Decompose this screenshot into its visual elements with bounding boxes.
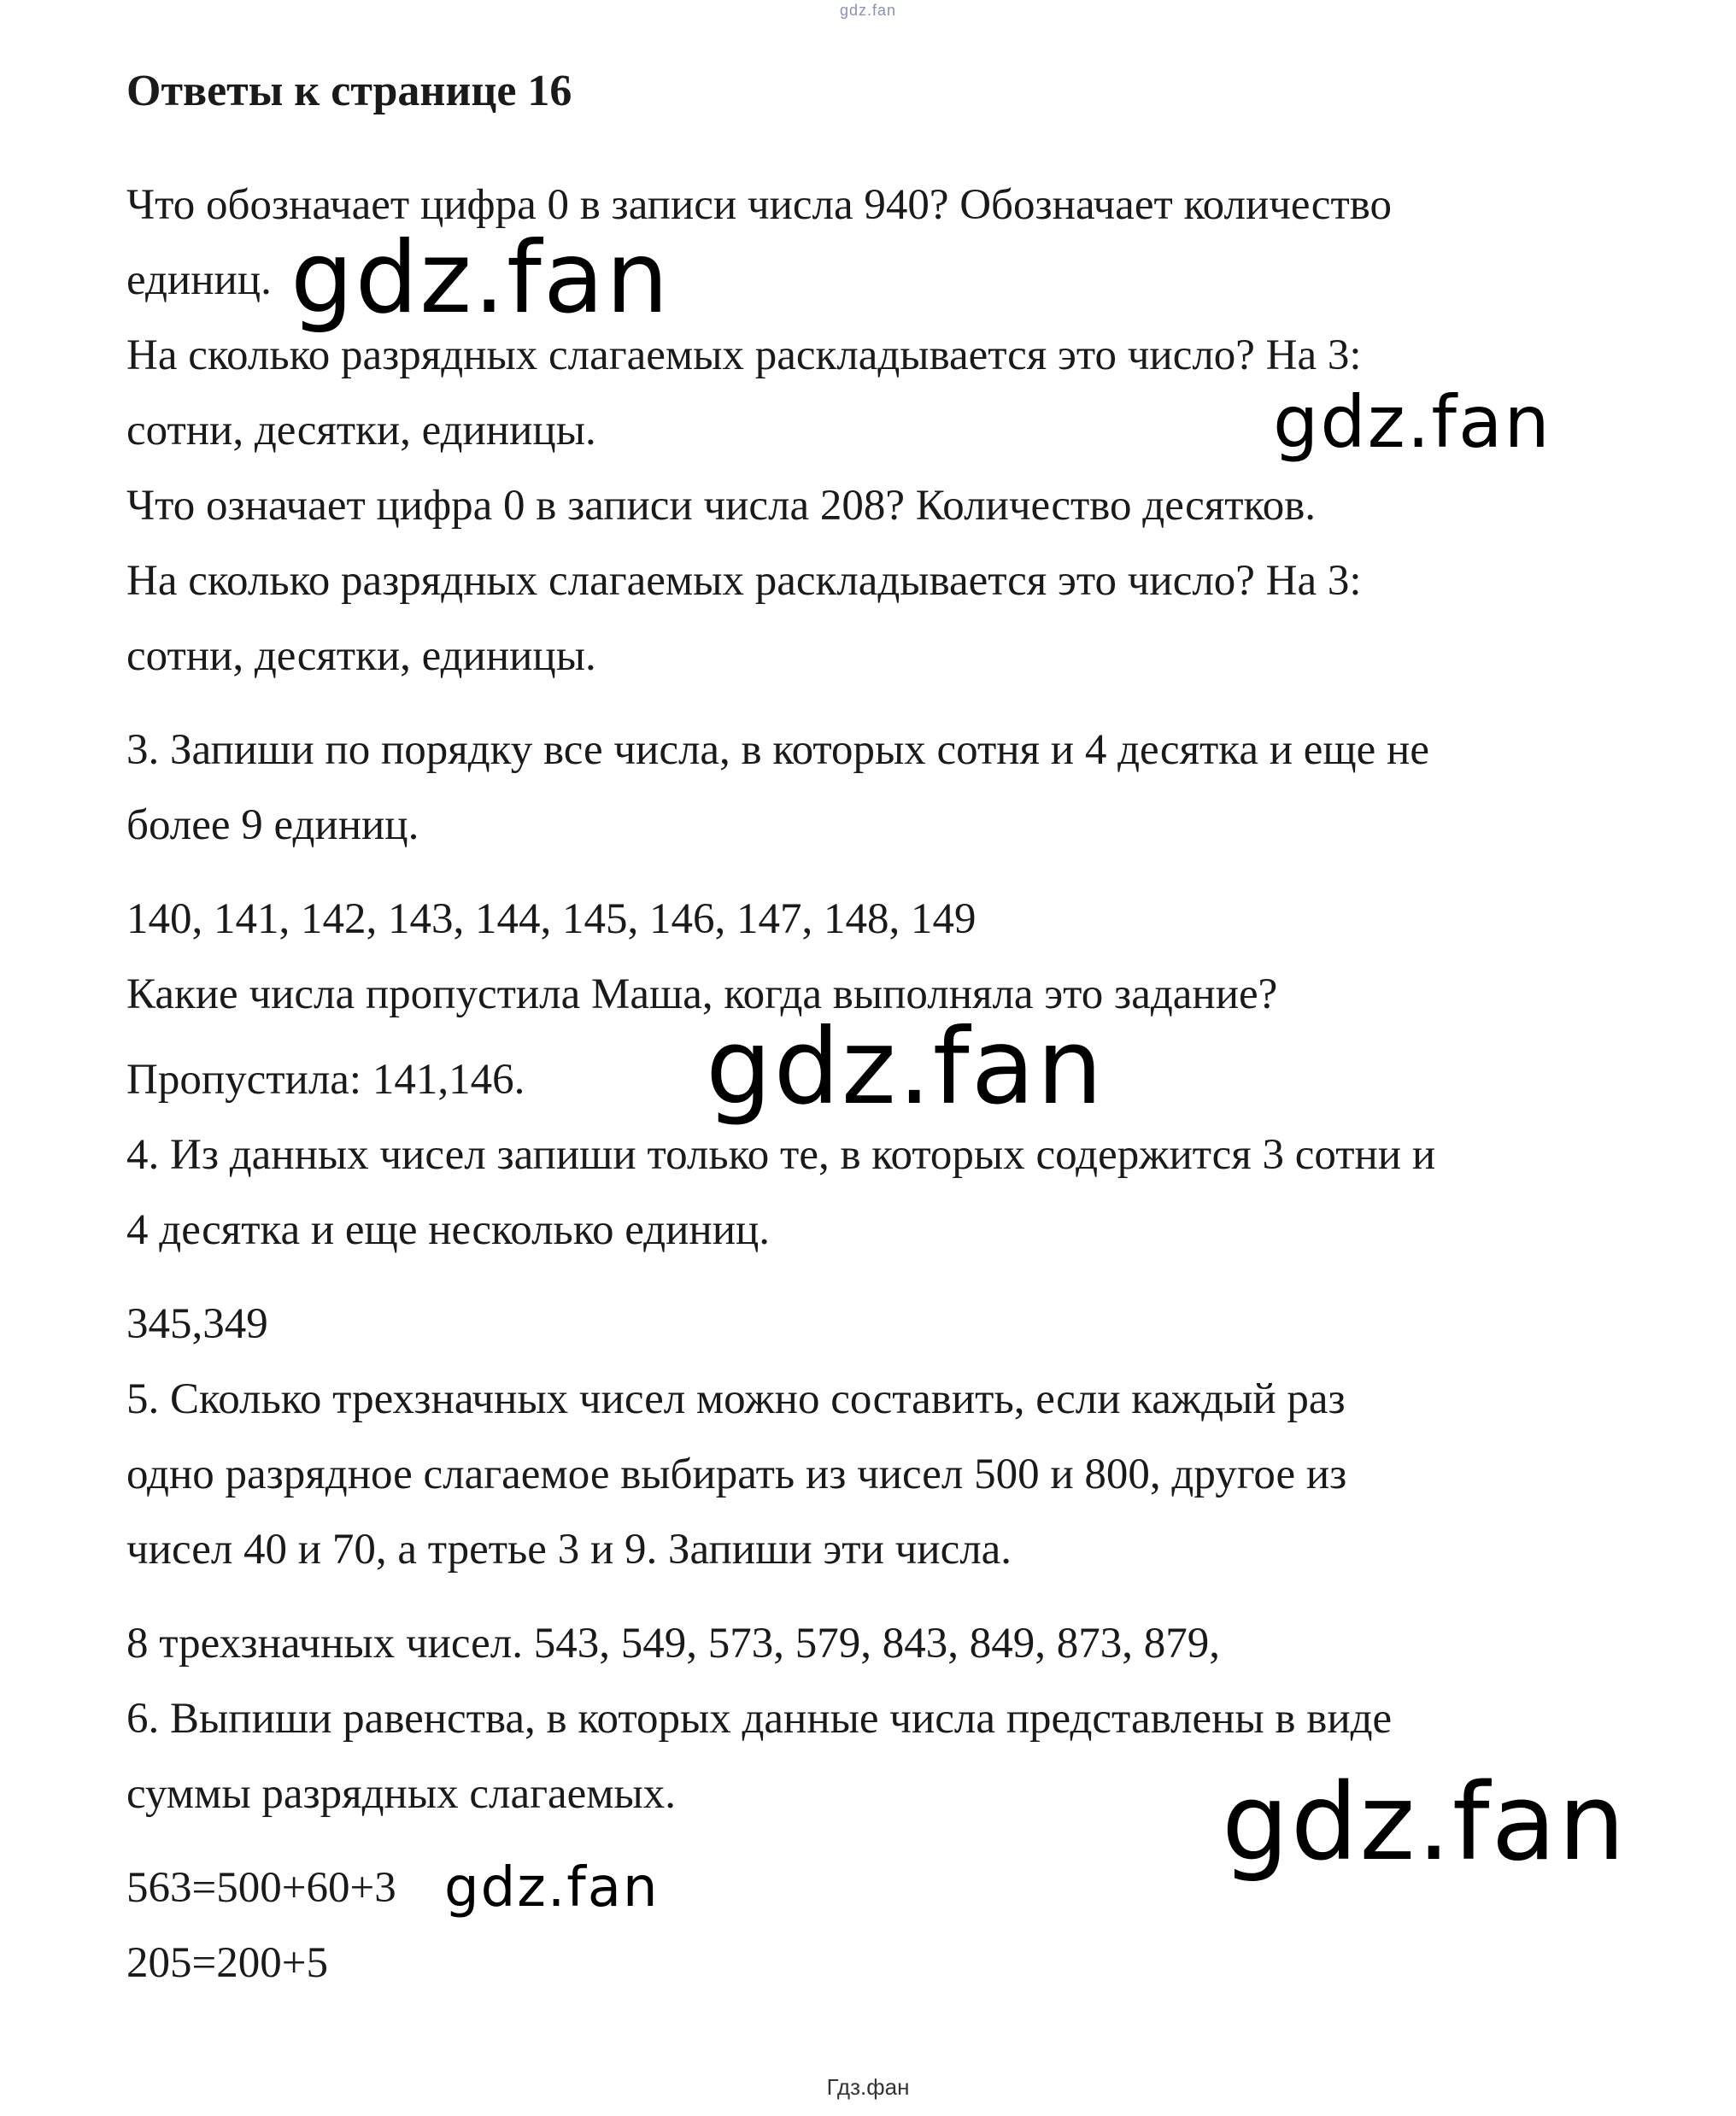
text-line: На сколько разрядных слагаемых раскладывается это число? На 3: [126, 557, 1362, 605]
task-5-answer: 8 трехзначных чисел. 543, 549, 573, 579, 843, 849, 873, 879, [126, 1620, 1220, 1668]
task-5-question-cont: чисел 40 и 70, а третье 3 и 9. Запиши эти числа. [126, 1526, 1012, 1574]
task-6-answer: 205=200+5 [126, 1939, 329, 1987]
task-5-question: 5. Сколько трехзначных чисел можно составить, если каждый раз [126, 1375, 1346, 1423]
watermark: gdz.fan [706, 1006, 1105, 1128]
task-3-question: 3. Запиши по порядку все числа, в которых сотня и 4 десятка и еще не [126, 726, 1429, 774]
text-line: Что означает цифра 0 в записи числа 208? Количество десятков. [126, 482, 1317, 530]
task-4-question-cont: 4 десятка и еще несколько единиц. [126, 1206, 771, 1254]
watermark: gdz.fan [1222, 1761, 1628, 1884]
task-6-question: 6. Выпиши равенства, в которых данные числа представлены в виде [126, 1695, 1393, 1743]
task-5-question-cont: одно разрядное слагаемое выбирать из чисел 500 и 800, другое из [126, 1451, 1347, 1498]
text-line: сотни, десятки, единицы. [126, 632, 596, 680]
task-6-question-cont: суммы разрядных слагаемых. [126, 1770, 677, 1818]
page-title: Ответы к странице 16 [126, 67, 572, 115]
text-line: Что обозначает цифра 0 в записи числа 940? Обозначает количество [126, 181, 1392, 229]
text-line: На сколько разрядных слагаемых раскладывается это число? На 3: [126, 331, 1362, 379]
task-3-followup: Какие числа пропустила Маша, когда выполняла это задание? [126, 970, 1278, 1018]
watermark: gdz.fan [1273, 380, 1551, 464]
task-3-question-cont: более 9 единиц. [126, 801, 419, 849]
task-4-question: 4. Из данных чисел запиши только те, в которых содержится 3 сотни и [126, 1131, 1436, 1179]
watermark: gdz.fan [444, 1856, 660, 1920]
site-mark-top: gdz.fan [839, 2, 897, 19]
task-6-answer: 563=500+60+3 [126, 1864, 396, 1912]
text-line: единиц. [126, 256, 272, 304]
task-3-answer: 140, 141, 142, 143, 144, 145, 146, 147, 148, 149 [126, 895, 976, 943]
task-4-answer: 345,349 [126, 1300, 268, 1348]
footer-site-name: Гдз.фан [826, 2074, 910, 2100]
task-3-followup-answer: Пропустила: 141,146. [126, 1056, 525, 1104]
text-line: сотни, десятки, единицы. [126, 407, 596, 454]
watermark: gdz.fan [290, 220, 671, 336]
